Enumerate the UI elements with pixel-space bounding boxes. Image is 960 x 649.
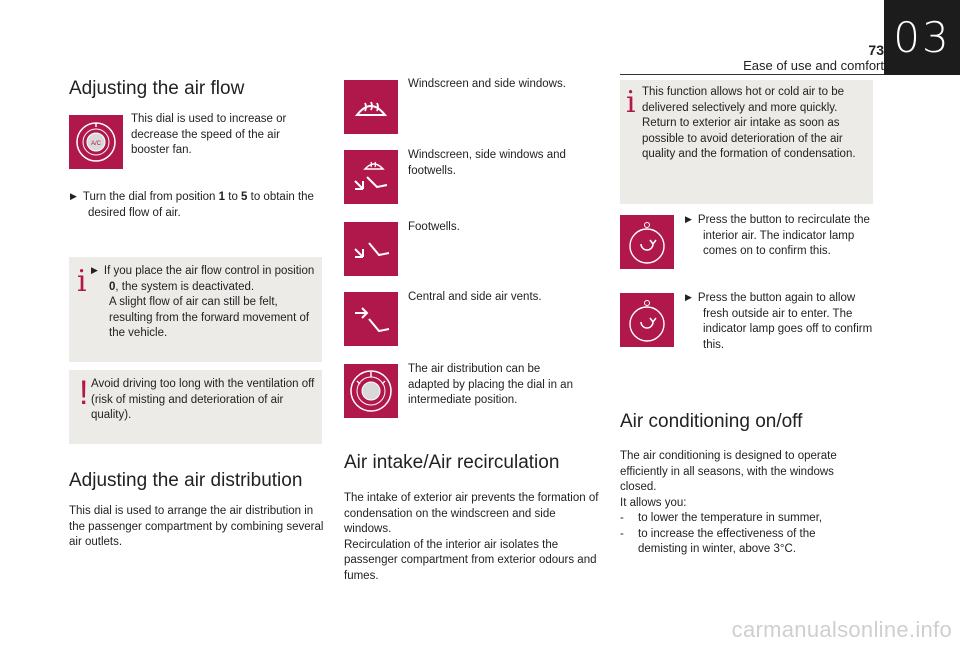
airflow-heading: Adjusting the air flow <box>69 78 245 99</box>
ac-description: The air conditioning is designed to operate efficiently in all seasons, with the windows closed. It allows you: - to lower the temperature in summer, - to increase the effectiveness of the demisting in winter, above 3°C. <box>620 449 860 558</box>
fan-dial-icon <box>69 115 123 169</box>
ventilation-warning-note: ! Avoid driving too long with the ventilation off (risk of misting and deterioration of air quality). <box>69 370 322 444</box>
bullet-arrow-icon: ▶ <box>70 192 77 202</box>
ac-list-item: - to lower the temperature in summer, <box>620 512 823 524</box>
mode-vents: Central and side air vents. <box>408 291 542 303</box>
info-icon: i <box>626 85 636 120</box>
distribution-description: This dial is used to arrange the air distribution in the passenger compartment by combining several air outlets. <box>69 505 324 548</box>
recirculation-off-button-icon <box>620 293 674 347</box>
header-divider <box>620 74 884 75</box>
airflow-description: This dial is used to increase or decrease the speed of the air booster fan. <box>131 113 287 156</box>
windscreen-footwell-icon <box>344 150 398 204</box>
mode-windscreen: Windscreen and side windows. <box>408 78 566 90</box>
watermark: carmanualsonline.info <box>731 617 952 642</box>
distribution-heading: Adjusting the air distribution <box>69 470 303 491</box>
intake-heading: Air intake/Air recirculation <box>344 452 560 473</box>
airflow-info-note: i ▶ If you place the air flow control in position 0, the system is deactivated. A slight flow of air can still be felt, resulting from the forward movement of the vehicle. <box>69 257 322 362</box>
bullet-arrow-icon: ▶ <box>685 293 692 303</box>
recirculation-off-step: ▶ Press the button again to allow fresh outside air to enter. The indicator lamp goes off to confirm this. <box>685 292 873 351</box>
info-icon: i <box>77 264 87 299</box>
mode-intermediate: The air distribution can be adapted by placing the dial in an intermediate position. <box>408 363 573 406</box>
footwell-icon <box>344 222 398 276</box>
recirculation-on-button-icon <box>620 215 674 269</box>
bullet-arrow-icon: ▶ <box>91 266 98 276</box>
warning-icon: ! <box>79 374 89 412</box>
distribution-dial-icon <box>344 364 398 418</box>
recirculation-on-step: ▶ Press the button to recirculate the interior air. The indicator lamp comes on to confirm this. <box>685 214 870 257</box>
mode-footwells: Footwells. <box>408 221 460 233</box>
page-number: 73 <box>868 42 884 58</box>
mode-windscreen-footwells: Windscreen, side windows and footwells. <box>408 149 566 177</box>
ac-heading: Air conditioning on/off <box>620 411 803 432</box>
airflow-step: ▶ Turn the dial from position 1 to 5 to obtain the desired flow of air. <box>70 191 314 219</box>
vent-icon <box>344 292 398 346</box>
section-title: Ease of use and comfort <box>743 58 884 73</box>
chapter-tab: 03 <box>884 0 960 75</box>
bullet-arrow-icon: ▶ <box>685 215 692 225</box>
ac-list-item: - to increase the effectiveness of the demisting in winter, above 3°C. <box>620 527 816 555</box>
intake-description: The intake of exterior air prevents the formation of condensation on the windscreen and side windows. Recirculation of the interior air isolates the passenger compartment from exterior odours and fumes. <box>344 492 599 582</box>
svg-text:A/C: A/C <box>90 141 102 147</box>
recirculation-info-note: i This function allows hot or cold air to be delivered selectively and more quickly. Return to exterior air intake as soon as possible to avoid deterioration of the air quality and the formation of condensation. <box>620 80 873 204</box>
windscreen-demist-icon <box>344 80 398 134</box>
